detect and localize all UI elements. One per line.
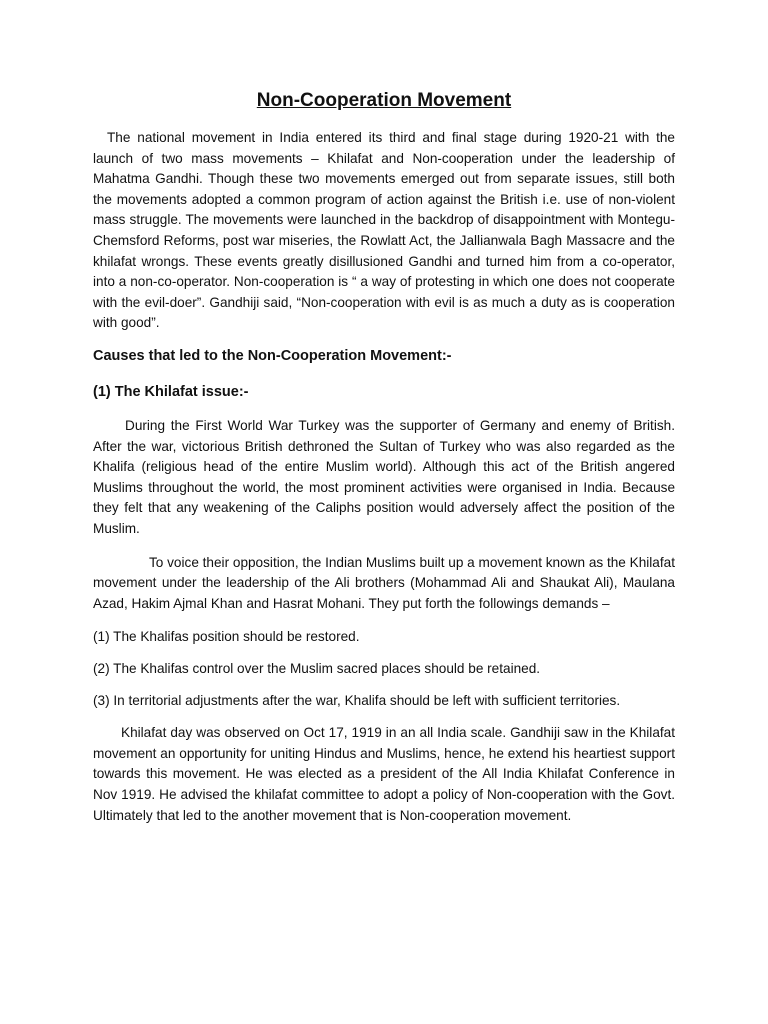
khilafat-day-paragraph: Khilafat day was observed on Oct 17, 1919 in an all India scale. Gandhiji saw in the Khilafat movement an opportunity for uniting Hindus and Muslims, hence, he extend his heartiest support towards this movement. He was elected as a president of the All India Khilafat Conference in Nov 1919. He advised the khilafat committee to adopt a policy of Non-cooperation with the Govt. Ultimately that led to the another movement that is Non-cooperation movement. bbox=[93, 725, 675, 823]
demand-item-1: (1) The Khalifas position should be restored. bbox=[93, 629, 360, 645]
demand-item-3: (3) In territorial adjustments after the war, Khalifa should be left with sufficient territories. bbox=[93, 693, 621, 709]
intro-paragraph: The national movement in India entered its third and final stage during 1920-21 with the launch of two mass movements – Khilafat and Non-cooperation under the leadership of Mahatma Gandhi. Though these two movements emerged out from separate issues, still both the movements adopted a common program of action against the British i.e. use of non-violent mass struggle. The movements were launched in the backdrop of disappointment with Montegu-Chemsford Reforms, post war miseries, the Rowlatt Act, the Jallianwala Bagh Massacre and the khilafat wrongs. These events greatly disillusioned Gandhi and turned him from a co-operator, into a non-co-operator. Non-cooperation is “ a way of protesting in which one does not cooperate with the evil-doer”. Gandhiji said, “Non-cooperation with evil is as much a duty as is cooperation with good”. bbox=[93, 130, 675, 331]
demand-item-2: (2) The Khalifas control over the Muslim sacred places should be retained. bbox=[93, 661, 541, 677]
causes-heading: Causes that led to the Non-Cooperation Movement:- bbox=[93, 347, 452, 364]
khilafat-issue-heading: (1) The Khilafat issue:- bbox=[93, 383, 249, 400]
document-page bbox=[93, 88, 675, 826]
war-paragraph: During the First World War Turkey was the supporter of Germany and enemy of British. After the war, victorious British dethroned the Sultan of Turkey who was also regarded as the Khalifa (religious head of the entire Muslim world). Although this act of the British angered Muslims throughout the world, the most prominent activities were organised in India. Because they felt that any weakening of the Caliphs position would adversely affect the position of the Muslim. bbox=[93, 417, 675, 536]
document-title: Non-Cooperation Movement bbox=[256, 90, 512, 111]
opposition-paragraph: To voice their opposition, the Indian Muslims built up a movement known as the Khilafat movement under the leadership of the Ali brothers (Mohammad Ali and Shaukat Ali), Maulana Azad, Hakim Ajmal Khan and Hasrat Mohani. They put forth the followings demands – bbox=[93, 554, 675, 611]
